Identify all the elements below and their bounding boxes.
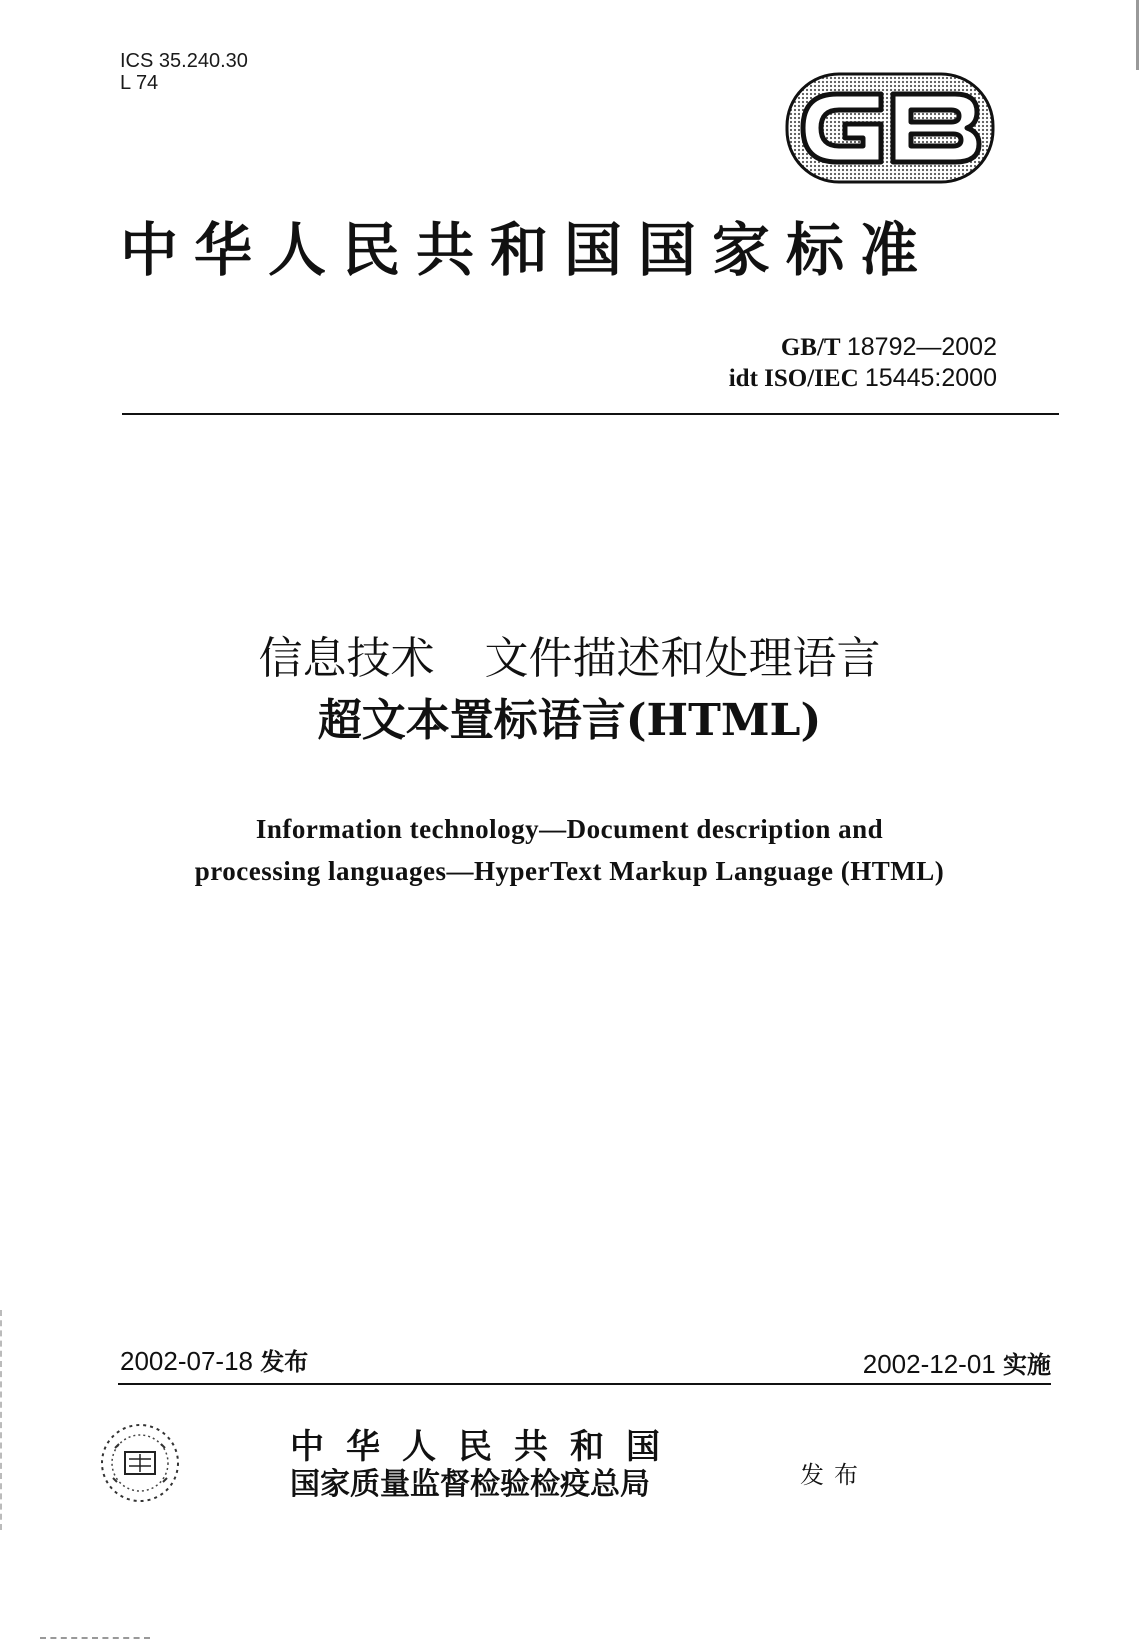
national-standard-heading: 中华人民共和国国家标准 bbox=[120, 216, 935, 284]
chinese-title-part1: 信息技术 bbox=[258, 633, 435, 684]
issuer-line2: 国家质量监督检验检疫总局 bbox=[290, 1467, 650, 1502]
english-title-line2: processing languages—HyperText Markup Language (HTML) bbox=[194, 856, 945, 886]
header-divider bbox=[122, 413, 1059, 415]
issue-date-label: 发布 bbox=[260, 1348, 309, 1376]
effective-date-label: 实施 bbox=[1003, 1351, 1051, 1379]
standard-equivalence bbox=[729, 363, 997, 394]
gb-logo bbox=[785, 72, 995, 184]
english-title bbox=[0, 808, 1139, 892]
equivalence-prefix: idt ISO/IEC bbox=[728, 365, 859, 392]
issue-date-value: 2002-07-18 bbox=[120, 1346, 253, 1376]
scan-edge-left bbox=[0, 1310, 4, 1530]
effective-date-value: 2002-12-01 bbox=[862, 1349, 996, 1379]
chinese-title bbox=[0, 628, 1139, 752]
issuer-line1: 中华人民共和国 bbox=[290, 1427, 682, 1467]
english-title-line1: Information technology—Document description and bbox=[255, 814, 884, 844]
standard-code-prefix: GB/T bbox=[780, 334, 841, 361]
ics-code: ICS 35.240.30 bbox=[120, 50, 248, 72]
ccs-code: L 74 bbox=[120, 72, 159, 94]
scan-edge-bottom bbox=[40, 1637, 150, 1641]
standard-code-number: 18792—2002 bbox=[846, 333, 997, 361]
equivalence-number: 15445:2000 bbox=[864, 364, 997, 392]
chinese-title-line2: 超文本置标语言(HTML) bbox=[317, 695, 822, 746]
standard-code bbox=[729, 332, 997, 363]
issue-date bbox=[120, 1342, 308, 1377]
issuing-authority bbox=[290, 1428, 682, 1504]
official-seal-icon bbox=[95, 1418, 185, 1508]
publish-label: 发布 bbox=[800, 1461, 868, 1489]
footer-divider bbox=[118, 1383, 1051, 1385]
classification-codes bbox=[120, 50, 248, 94]
effective-date bbox=[863, 1345, 1051, 1380]
standard-code-block bbox=[729, 332, 997, 394]
chinese-title-part2: 文件描述和处理语言 bbox=[484, 633, 881, 684]
